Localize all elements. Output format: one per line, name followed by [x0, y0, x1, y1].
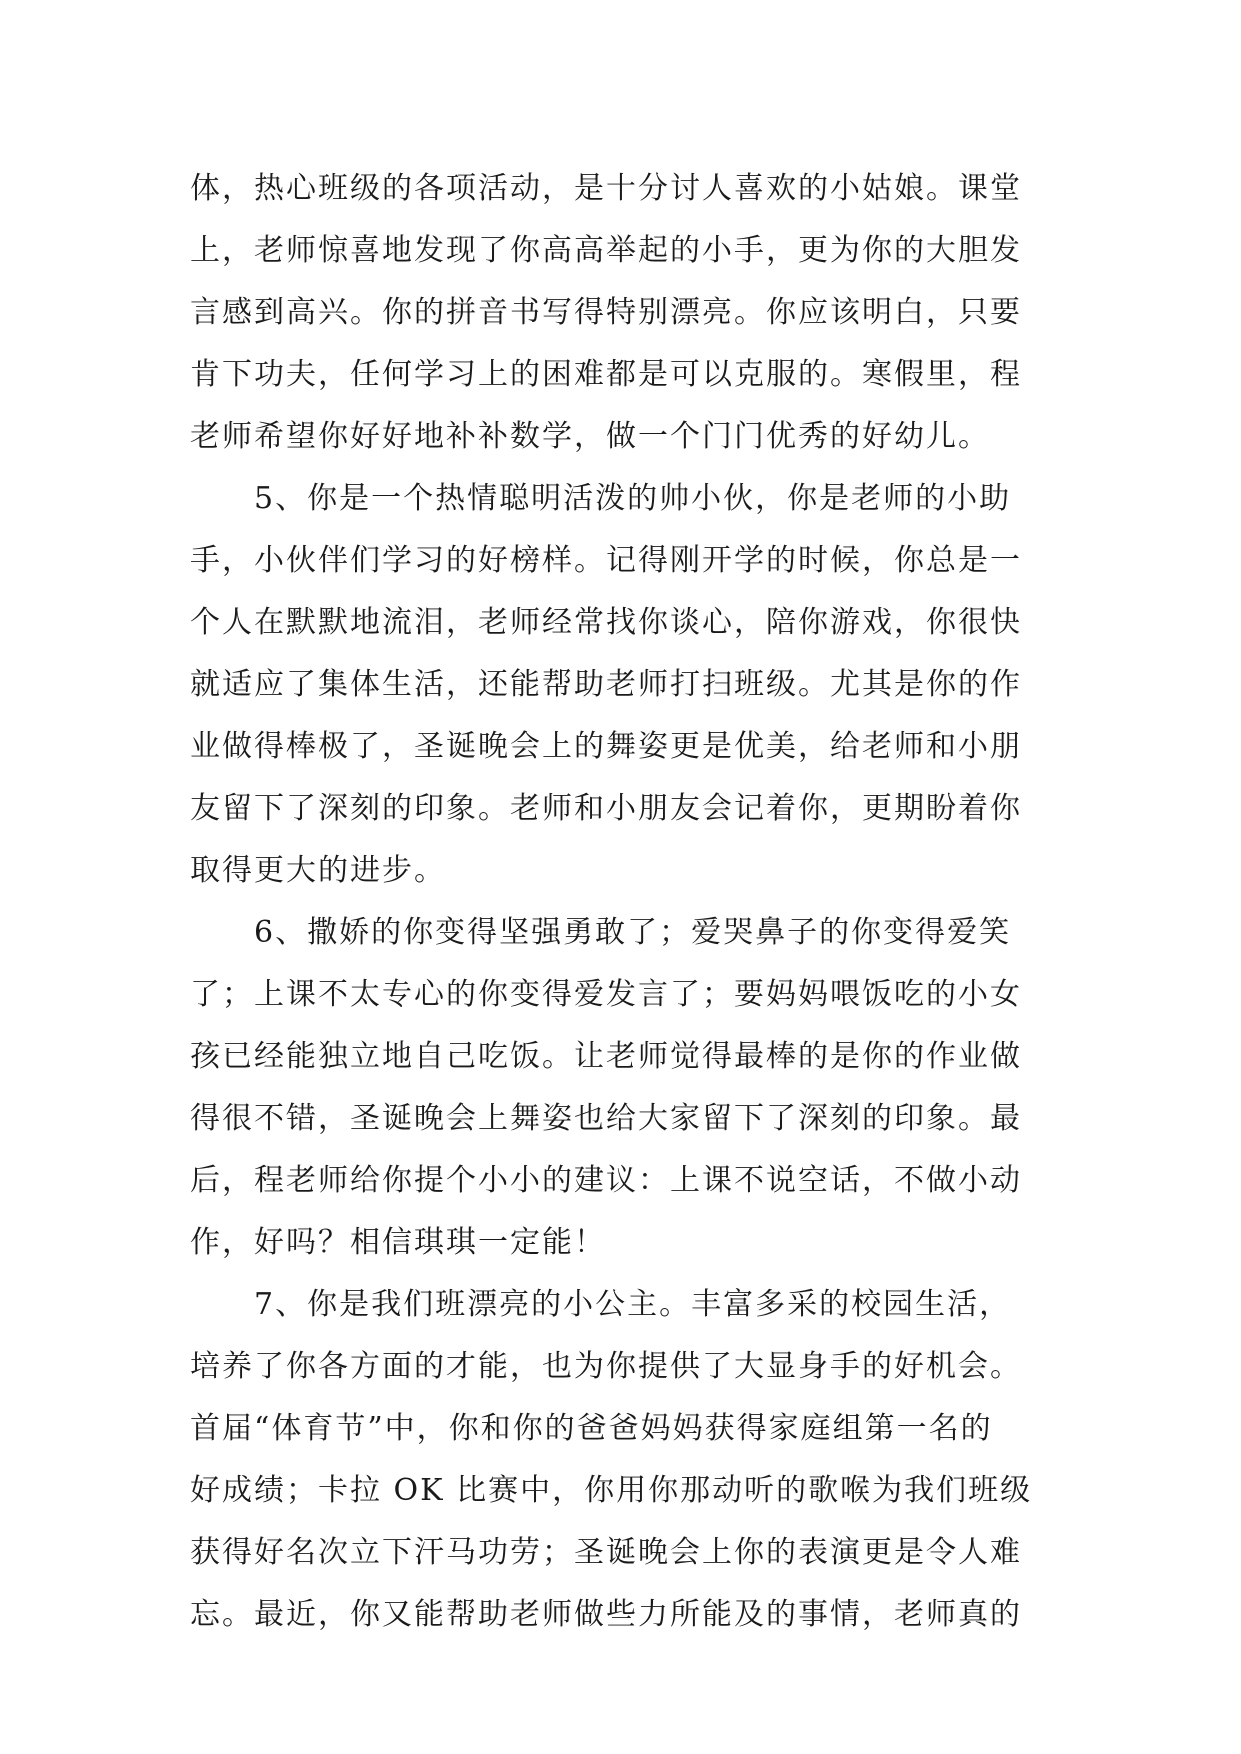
paragraph-comment-6: 6、撒娇的你变得坚强勇敢了；爱哭鼻子的你变得爱笑 了；上课不太专心的你变得爱发言了；要妈妈喂饭吃的小女 孩已经能独立地自己吃饭。让老师觉得最棒的是你的作业做 得很不错，圣诞晚会上舞姿也给大家留下了深刻的印象。最 后，程老师给你提个小小的建议：上课不说空话，不做小动 作，好吗？相信琪琪一定能！ [190, 915, 1022, 1260]
paragraph-continuation: 体，热心班级的各项活动，是十分讨人喜欢的小姑娘。课堂 上，老师惊喜地发现了你高高举起的小手，更为你的大胆发 言感到高兴。你的拼音书写得特别漂亮。你应该明白，只要 肯下功夫，任何学习上的困难都是可以克服的。寒假里，程 老师希望你好好地补补数学，做一个门门优秀的好幼儿。 [190, 171, 1022, 454]
paragraph-comment-7: 7、你是我们班漂亮的小公主。丰富多采的校园生活， 培养了你各方面的才能，也为你提供了大显身手的好机会。 首届“体育节”中，你和你的爸爸妈妈获得家庭组第一名的 好成绩；卡拉 OK 比赛中，你用你那动听的歌喉为我们班级 获得好名次立下汗马功劳；圣诞晚会上你的表演更是令人难 忘。最近，你又能帮助老师做些力所能及的事情，老师真的 [190, 1287, 1033, 1632]
document-body [190, 158, 1047, 1646]
paragraph-comment-5: 5、你是一个热情聪明活泼的帅小伙，你是老师的小助 手，小伙伴们学习的好榜样。记得刚开学的时候，你总是一 个人在默默地流泪，老师经常找你谈心，陪你游戏，你很快 就适应了集体生活，还能帮助老师打扫班级。尤其是你的作 业做得棒极了，圣诞晚会上的舞姿更是优美，给老师和小朋 友留下了深刻的印象。老师和小朋友会记着你，更期盼着你 取得更大的进步。 [190, 481, 1022, 888]
